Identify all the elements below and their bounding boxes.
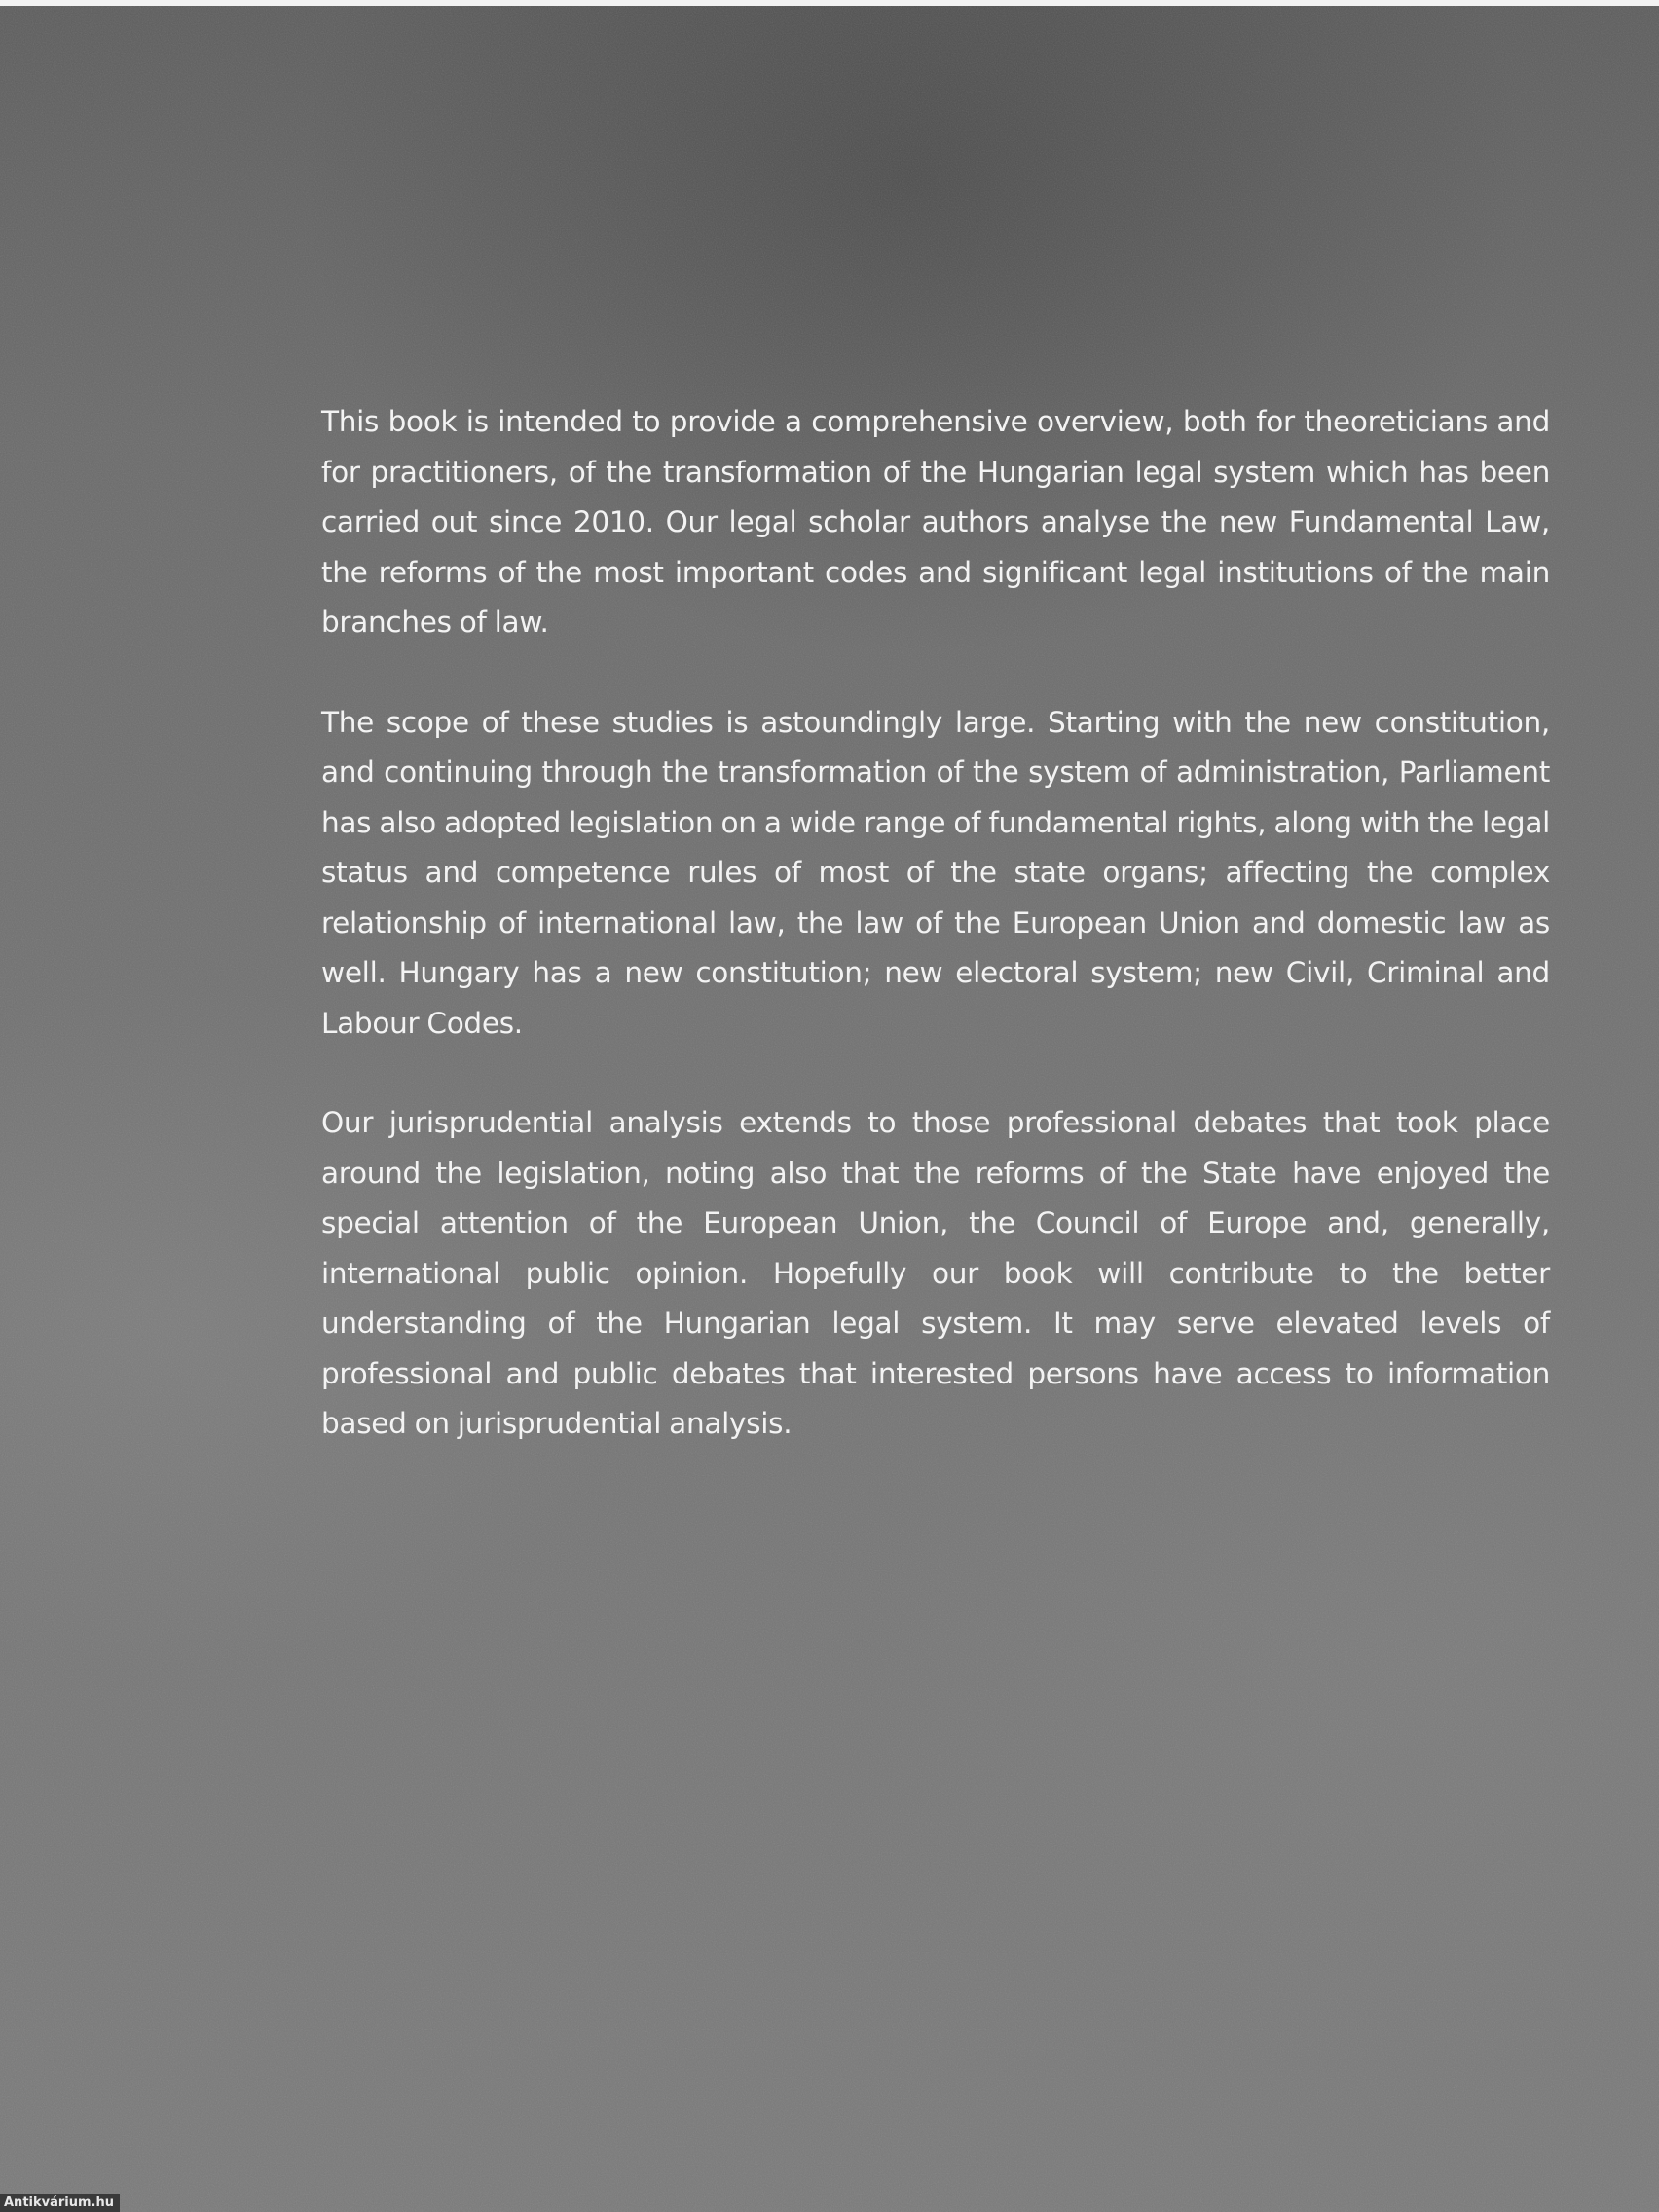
back-cover-blurb [321,397,1550,1499]
watermark: Antikvárium.hu [0,2194,120,2212]
blurb-paragraph-3: Our jurisprudential analysis extends to those professional debates that took place around the legislation, noting also that the reforms of the State have enjoyed the special attention of the European Union, the Council of Europe and, generally, international public opinion. Hopefully our book will contribute to the better understanding of the Hungarian legal system. It may serve elevated levels of professional and public debates that interested persons have access to information based on jurisprudential analysis. [321,1106,1550,1440]
blurb-paragraph-1: This book is intended to provide a comprehensive overview, both for theoreticians and for practitioners, of the transformation of the Hungarian legal system which has been carried out since 2010. Our legal scholar authors analyse the new Fundamental Law, the reforms of the most important codes and significant legal institutions of the main branches of law. [321,405,1550,639]
page-top-edge [0,0,1659,6]
blurb-paragraph-2: The scope of these studies is astoundingly large. Starting with the new constitution, and continuing through the transformation of the system of administration, Parliament has also adopted legislation on a wide range of fundamental rights, along with the legal status and competence rules of most of the state organs; affecting the complex relationship of international law, the law of the European Union and domestic law as well. Hungary has a new constitution; new electoral system; new Civil, Criminal and Labour Codes. [321,705,1550,1040]
